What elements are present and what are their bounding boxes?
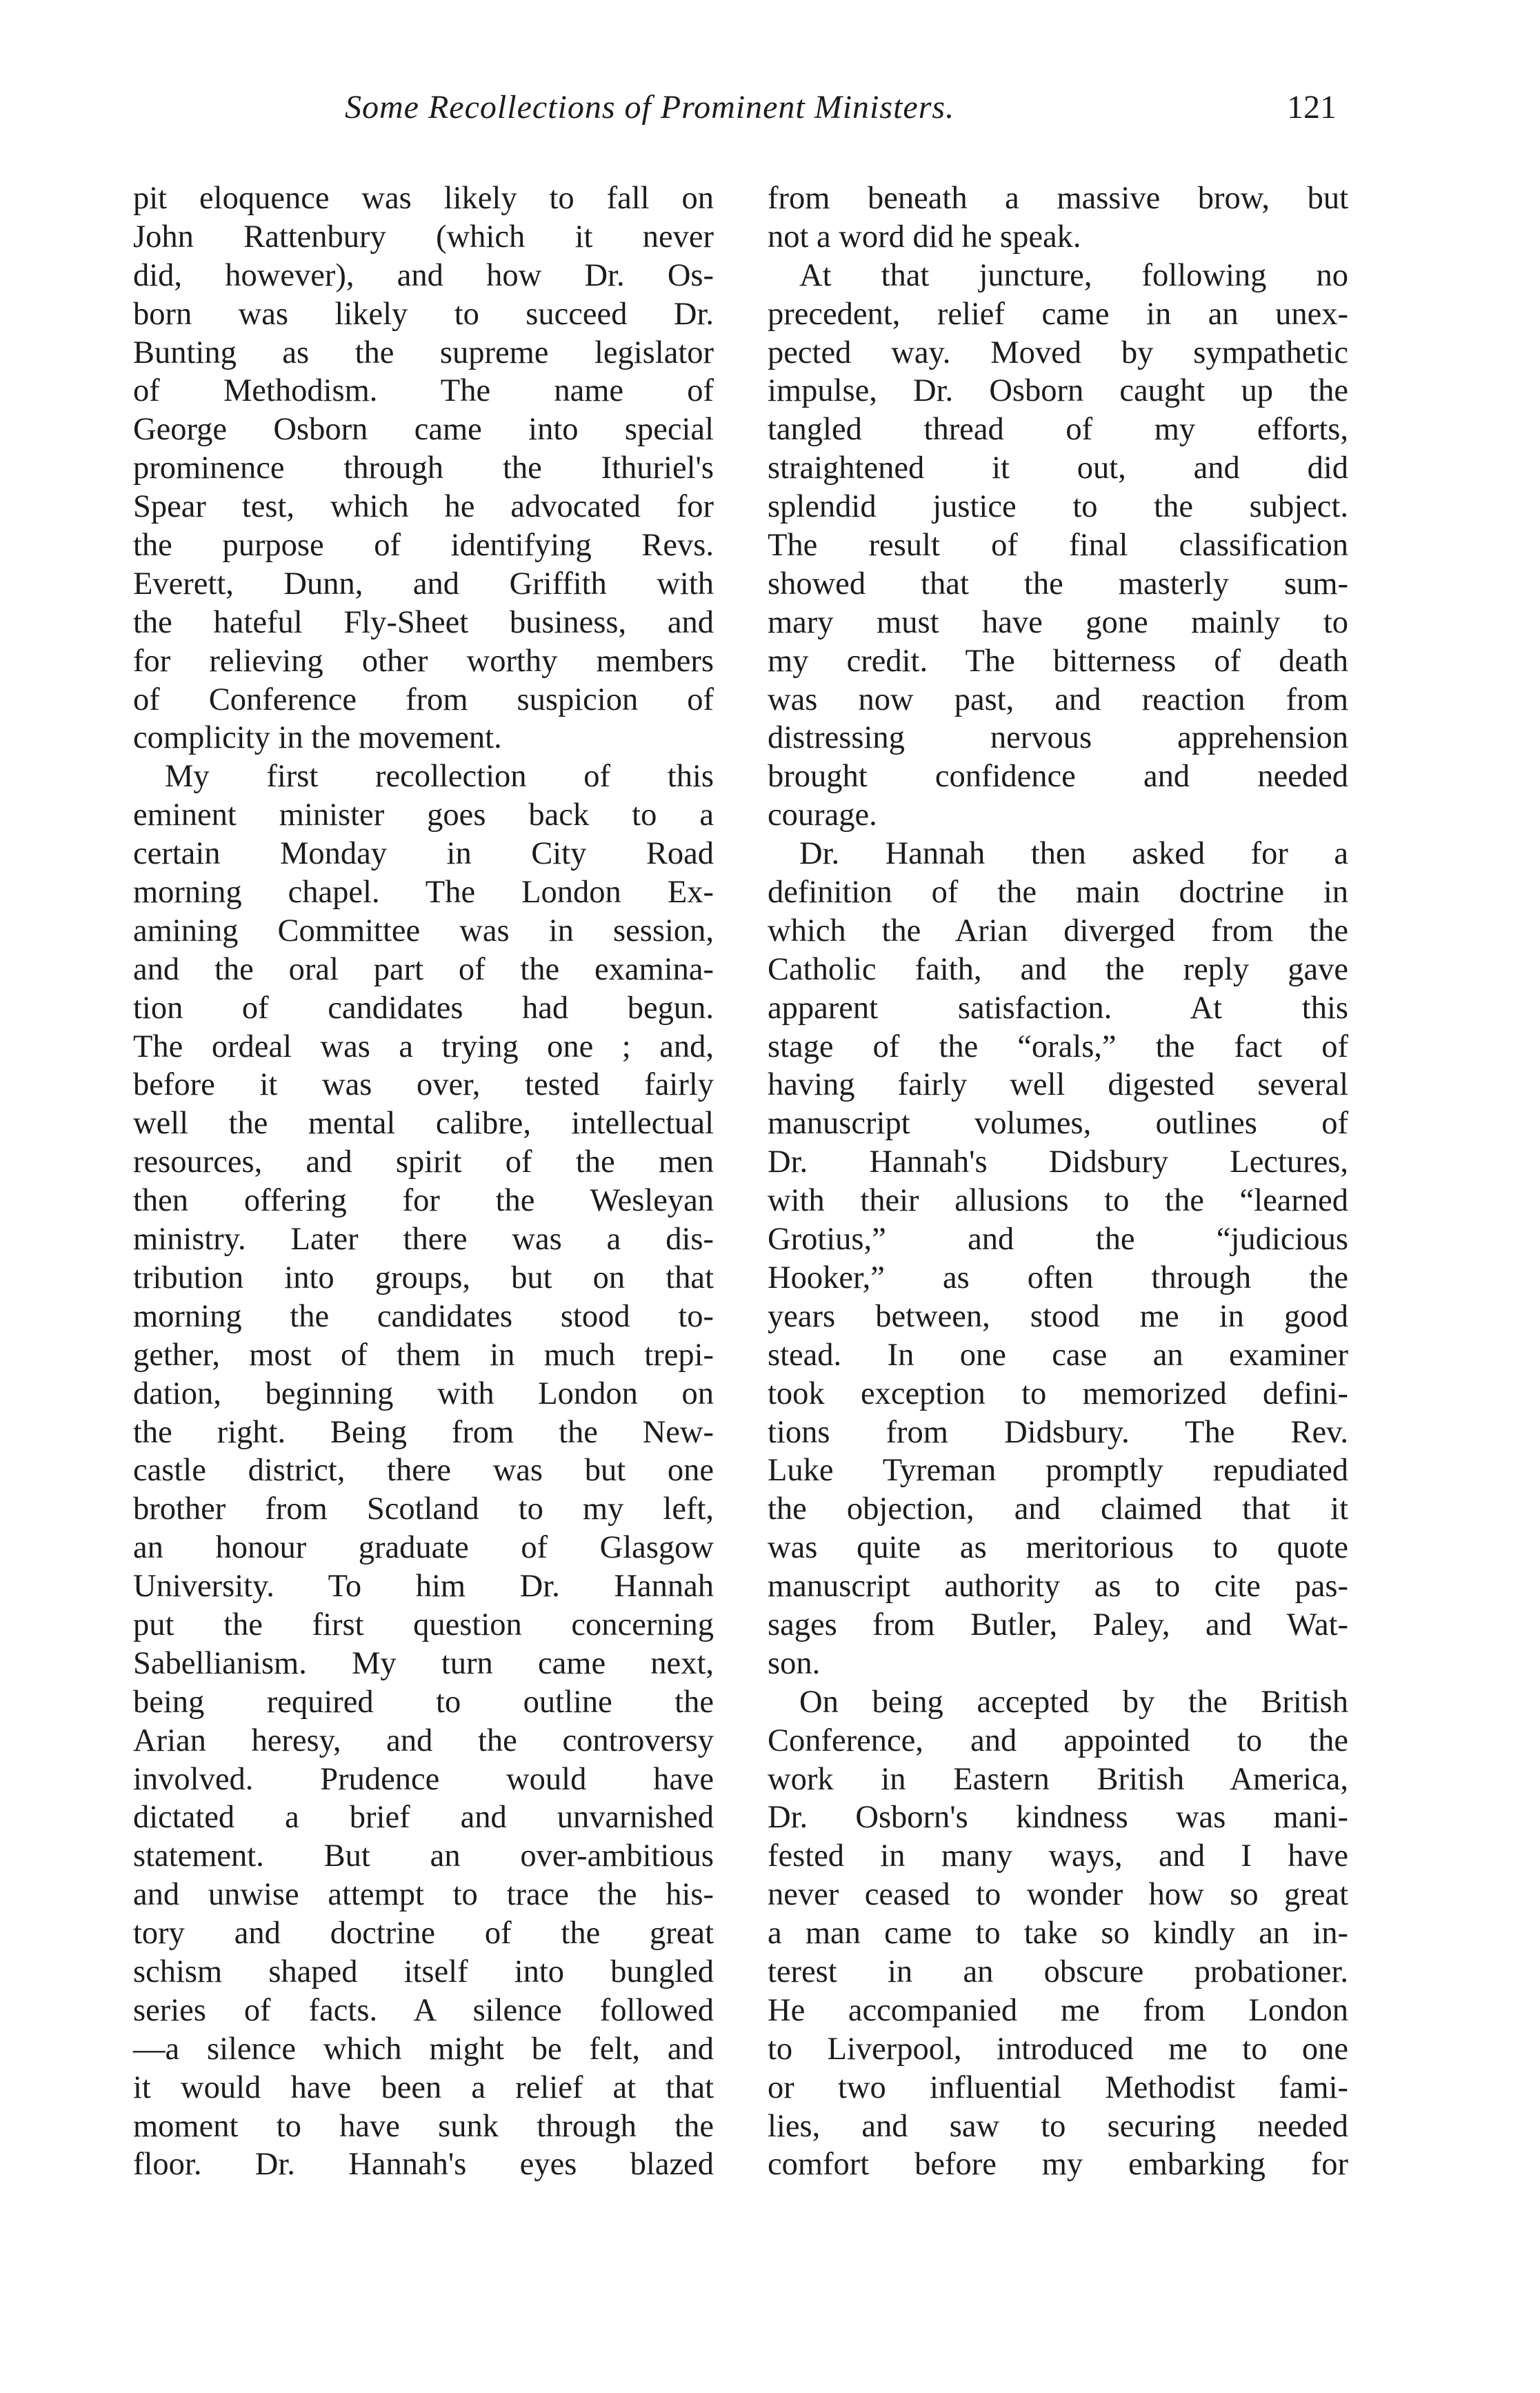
text-line: amining Committee was in session, bbox=[133, 913, 714, 949]
text-line: tribution into groups, but on that bbox=[133, 1260, 714, 1295]
text-line: tory and doctrine of the great bbox=[133, 1916, 714, 1952]
text-line: distressing nervous apprehension bbox=[768, 720, 1348, 756]
text-line: lies, and saw to securing needed bbox=[768, 2108, 1348, 2144]
text-line: resources, and spirit of the men bbox=[133, 1144, 714, 1180]
text-line: Dr. Hannah then asked for a bbox=[799, 836, 1348, 872]
text-column-left bbox=[133, 179, 714, 2184]
text-line: schism shaped itself into bungled bbox=[133, 1954, 714, 1989]
text-line: moment to have sunk through the bbox=[133, 2108, 714, 2144]
text-line: son. bbox=[768, 1645, 821, 1681]
text-line: involved. Prudence would have bbox=[133, 1761, 714, 1797]
text-line: Grotius,” and the “judicious bbox=[768, 1222, 1348, 1258]
text-line: the objection, and claimed that it bbox=[768, 1491, 1348, 1527]
text-line: On being accepted by the British bbox=[799, 1684, 1348, 1720]
text-line: University. To him Dr. Hannah bbox=[133, 1569, 714, 1605]
text-line: sages from Butler, Paley, and Wat- bbox=[768, 1607, 1348, 1642]
text-line: definition of the main doctrine in bbox=[768, 875, 1348, 911]
text-line: castle district, there was but one bbox=[133, 1453, 714, 1489]
text-line: and unwise attempt to trace the his- bbox=[133, 1877, 714, 1913]
text-line: put the first question concerning bbox=[133, 1607, 714, 1642]
text-line: morning the candidates stood to- bbox=[133, 1298, 714, 1334]
text-line: of Methodism. The name of bbox=[133, 373, 714, 409]
text-line: mary must have gone mainly to bbox=[768, 604, 1348, 640]
text-line: did, however), and how Dr. Os- bbox=[133, 257, 714, 293]
text-line: —a silence which might be felt, and bbox=[133, 2031, 714, 2067]
text-line: of Conference from suspicion of bbox=[133, 682, 714, 717]
text-line: not a word did he speak. bbox=[768, 219, 1081, 255]
text-line: my credit. The bitterness of death bbox=[768, 643, 1348, 679]
text-line: Hooker,” as often through the bbox=[768, 1260, 1348, 1295]
text-line: My first recollection of this bbox=[165, 759, 714, 795]
text-line: Sabellianism. My turn came next, bbox=[133, 1645, 714, 1681]
text-line: was quite as meritorious to quote bbox=[768, 1530, 1348, 1566]
text-line: or two influential Methodist fami- bbox=[768, 2069, 1348, 2105]
text-line: Catholic faith, and the reply gave bbox=[768, 951, 1348, 987]
text-line: morning chapel. The London Ex- bbox=[133, 875, 714, 911]
text-line: Dr. Osborn's kindness was mani- bbox=[768, 1800, 1348, 1836]
text-line: tion of candidates had begun. bbox=[133, 990, 714, 1026]
text-line: showed that the masterly sum- bbox=[768, 566, 1348, 602]
text-line: prominence through the Ithuriel's bbox=[133, 450, 714, 486]
text-line: terest in an obscure probationer. bbox=[768, 1954, 1348, 1989]
text-line: pit eloquence was likely to fall on bbox=[133, 181, 714, 216]
text-line: The ordeal was a trying one ; and, bbox=[133, 1029, 714, 1064]
text-line: pected way. Moved by sympathetic bbox=[768, 335, 1348, 370]
text-line: courage. bbox=[768, 797, 877, 833]
text-line: being required to outline the bbox=[133, 1684, 714, 1720]
text-line: and the oral part of the examina- bbox=[133, 951, 714, 987]
text-line: tangled thread of my efforts, bbox=[768, 412, 1348, 448]
page-number: 121 bbox=[1287, 89, 1337, 126]
text-line: Arian heresy, and the controversy bbox=[133, 1722, 714, 1758]
text-line: was now past, and reaction from bbox=[768, 682, 1348, 717]
text-line: impulse, Dr. Osborn caught up the bbox=[768, 373, 1348, 409]
text-line: tions from Didsbury. The Rev. bbox=[768, 1414, 1348, 1450]
text-line: straightened it out, and did bbox=[768, 450, 1348, 486]
running-title: Some Recollections of Prominent Ministers. bbox=[345, 89, 955, 126]
text-line: dation, beginning with London on bbox=[133, 1376, 714, 1411]
text-line: Bunting as the supreme legislator bbox=[133, 335, 714, 370]
text-line: complicity in the movement. bbox=[133, 720, 502, 756]
text-line: precedent, relief came in an unex- bbox=[768, 296, 1348, 332]
text-line: splendid justice to the subject. bbox=[768, 489, 1348, 525]
text-line: manuscript volumes, outlines of bbox=[768, 1106, 1348, 1142]
text-line: with their allusions to the “learned bbox=[768, 1183, 1348, 1219]
text-line: from beneath a massive brow, but bbox=[768, 181, 1348, 216]
text-line: took exception to memorized defini- bbox=[768, 1376, 1348, 1411]
text-line: comfort before my embarking for bbox=[768, 2147, 1348, 2183]
text-line: apparent satisfaction. At this bbox=[768, 990, 1348, 1026]
text-line: for relieving other worthy members bbox=[133, 643, 714, 679]
text-line: years between, stood me in good bbox=[768, 1298, 1348, 1334]
text-line: eminent minister goes back to a bbox=[133, 797, 714, 833]
text-line: gether, most of them in much trepi- bbox=[133, 1337, 714, 1373]
text-line: Luke Tyreman promptly repudiated bbox=[768, 1453, 1348, 1489]
text-line: before it was over, tested fairly bbox=[133, 1067, 714, 1103]
text-line: At that juncture, following no bbox=[799, 257, 1348, 293]
text-line: stage of the “orals,” the fact of bbox=[768, 1029, 1348, 1064]
text-line: John Rattenbury (which it never bbox=[133, 219, 714, 255]
text-line: The result of final classification bbox=[768, 528, 1348, 564]
text-line: brother from Scotland to my left, bbox=[133, 1491, 714, 1527]
text-line: work in Eastern British America, bbox=[768, 1761, 1348, 1797]
text-line: Conference, and appointed to the bbox=[768, 1722, 1348, 1758]
text-line: stead. In one case an examiner bbox=[768, 1337, 1348, 1373]
text-line: then offering for the Wesleyan bbox=[133, 1183, 714, 1219]
text-line: Dr. Hannah's Didsbury Lectures, bbox=[768, 1144, 1348, 1180]
text-column-right bbox=[768, 179, 1348, 2184]
text-line: series of facts. A silence followed bbox=[133, 1992, 714, 2028]
text-line: Spear test, which he advocated for bbox=[133, 489, 714, 525]
text-line: brought confidence and needed bbox=[768, 759, 1348, 795]
text-line: having fairly well digested several bbox=[768, 1067, 1348, 1103]
text-line: an honour graduate of Glasgow bbox=[133, 1530, 714, 1566]
text-line: the purpose of identifying Revs. bbox=[133, 528, 714, 564]
text-line: certain Monday in City Road bbox=[133, 836, 714, 872]
text-line: never ceased to wonder how so great bbox=[768, 1877, 1348, 1913]
text-line: manuscript authority as to cite pas- bbox=[768, 1569, 1348, 1605]
text-line: floor. Dr. Hannah's eyes blazed bbox=[133, 2147, 714, 2183]
text-line: Everett, Dunn, and Griffith with bbox=[133, 566, 714, 602]
text-line: ministry. Later there was a dis- bbox=[133, 1222, 714, 1258]
running-header bbox=[0, 88, 1540, 143]
text-line: He accompanied me from London bbox=[768, 1992, 1348, 2028]
text-line: to Liverpool, introduced me to one bbox=[768, 2031, 1348, 2067]
text-line: which the Arian diverged from the bbox=[768, 913, 1348, 949]
text-line: the hateful Fly-Sheet business, and bbox=[133, 604, 714, 640]
text-line: well the mental calibre, intellectual bbox=[133, 1106, 714, 1142]
text-line: George Osborn came into special bbox=[133, 412, 714, 448]
text-line: fested in many ways, and I have bbox=[768, 1838, 1348, 1874]
text-line: dictated a brief and unvarnished bbox=[133, 1800, 714, 1836]
text-line: the right. Being from the New- bbox=[133, 1414, 714, 1450]
text-line: statement. But an over-ambitious bbox=[133, 1838, 714, 1874]
text-line: it would have been a relief at that bbox=[133, 2069, 714, 2105]
text-line: born was likely to succeed Dr. bbox=[133, 296, 714, 332]
text-line: a man came to take so kindly an in- bbox=[768, 1916, 1348, 1952]
